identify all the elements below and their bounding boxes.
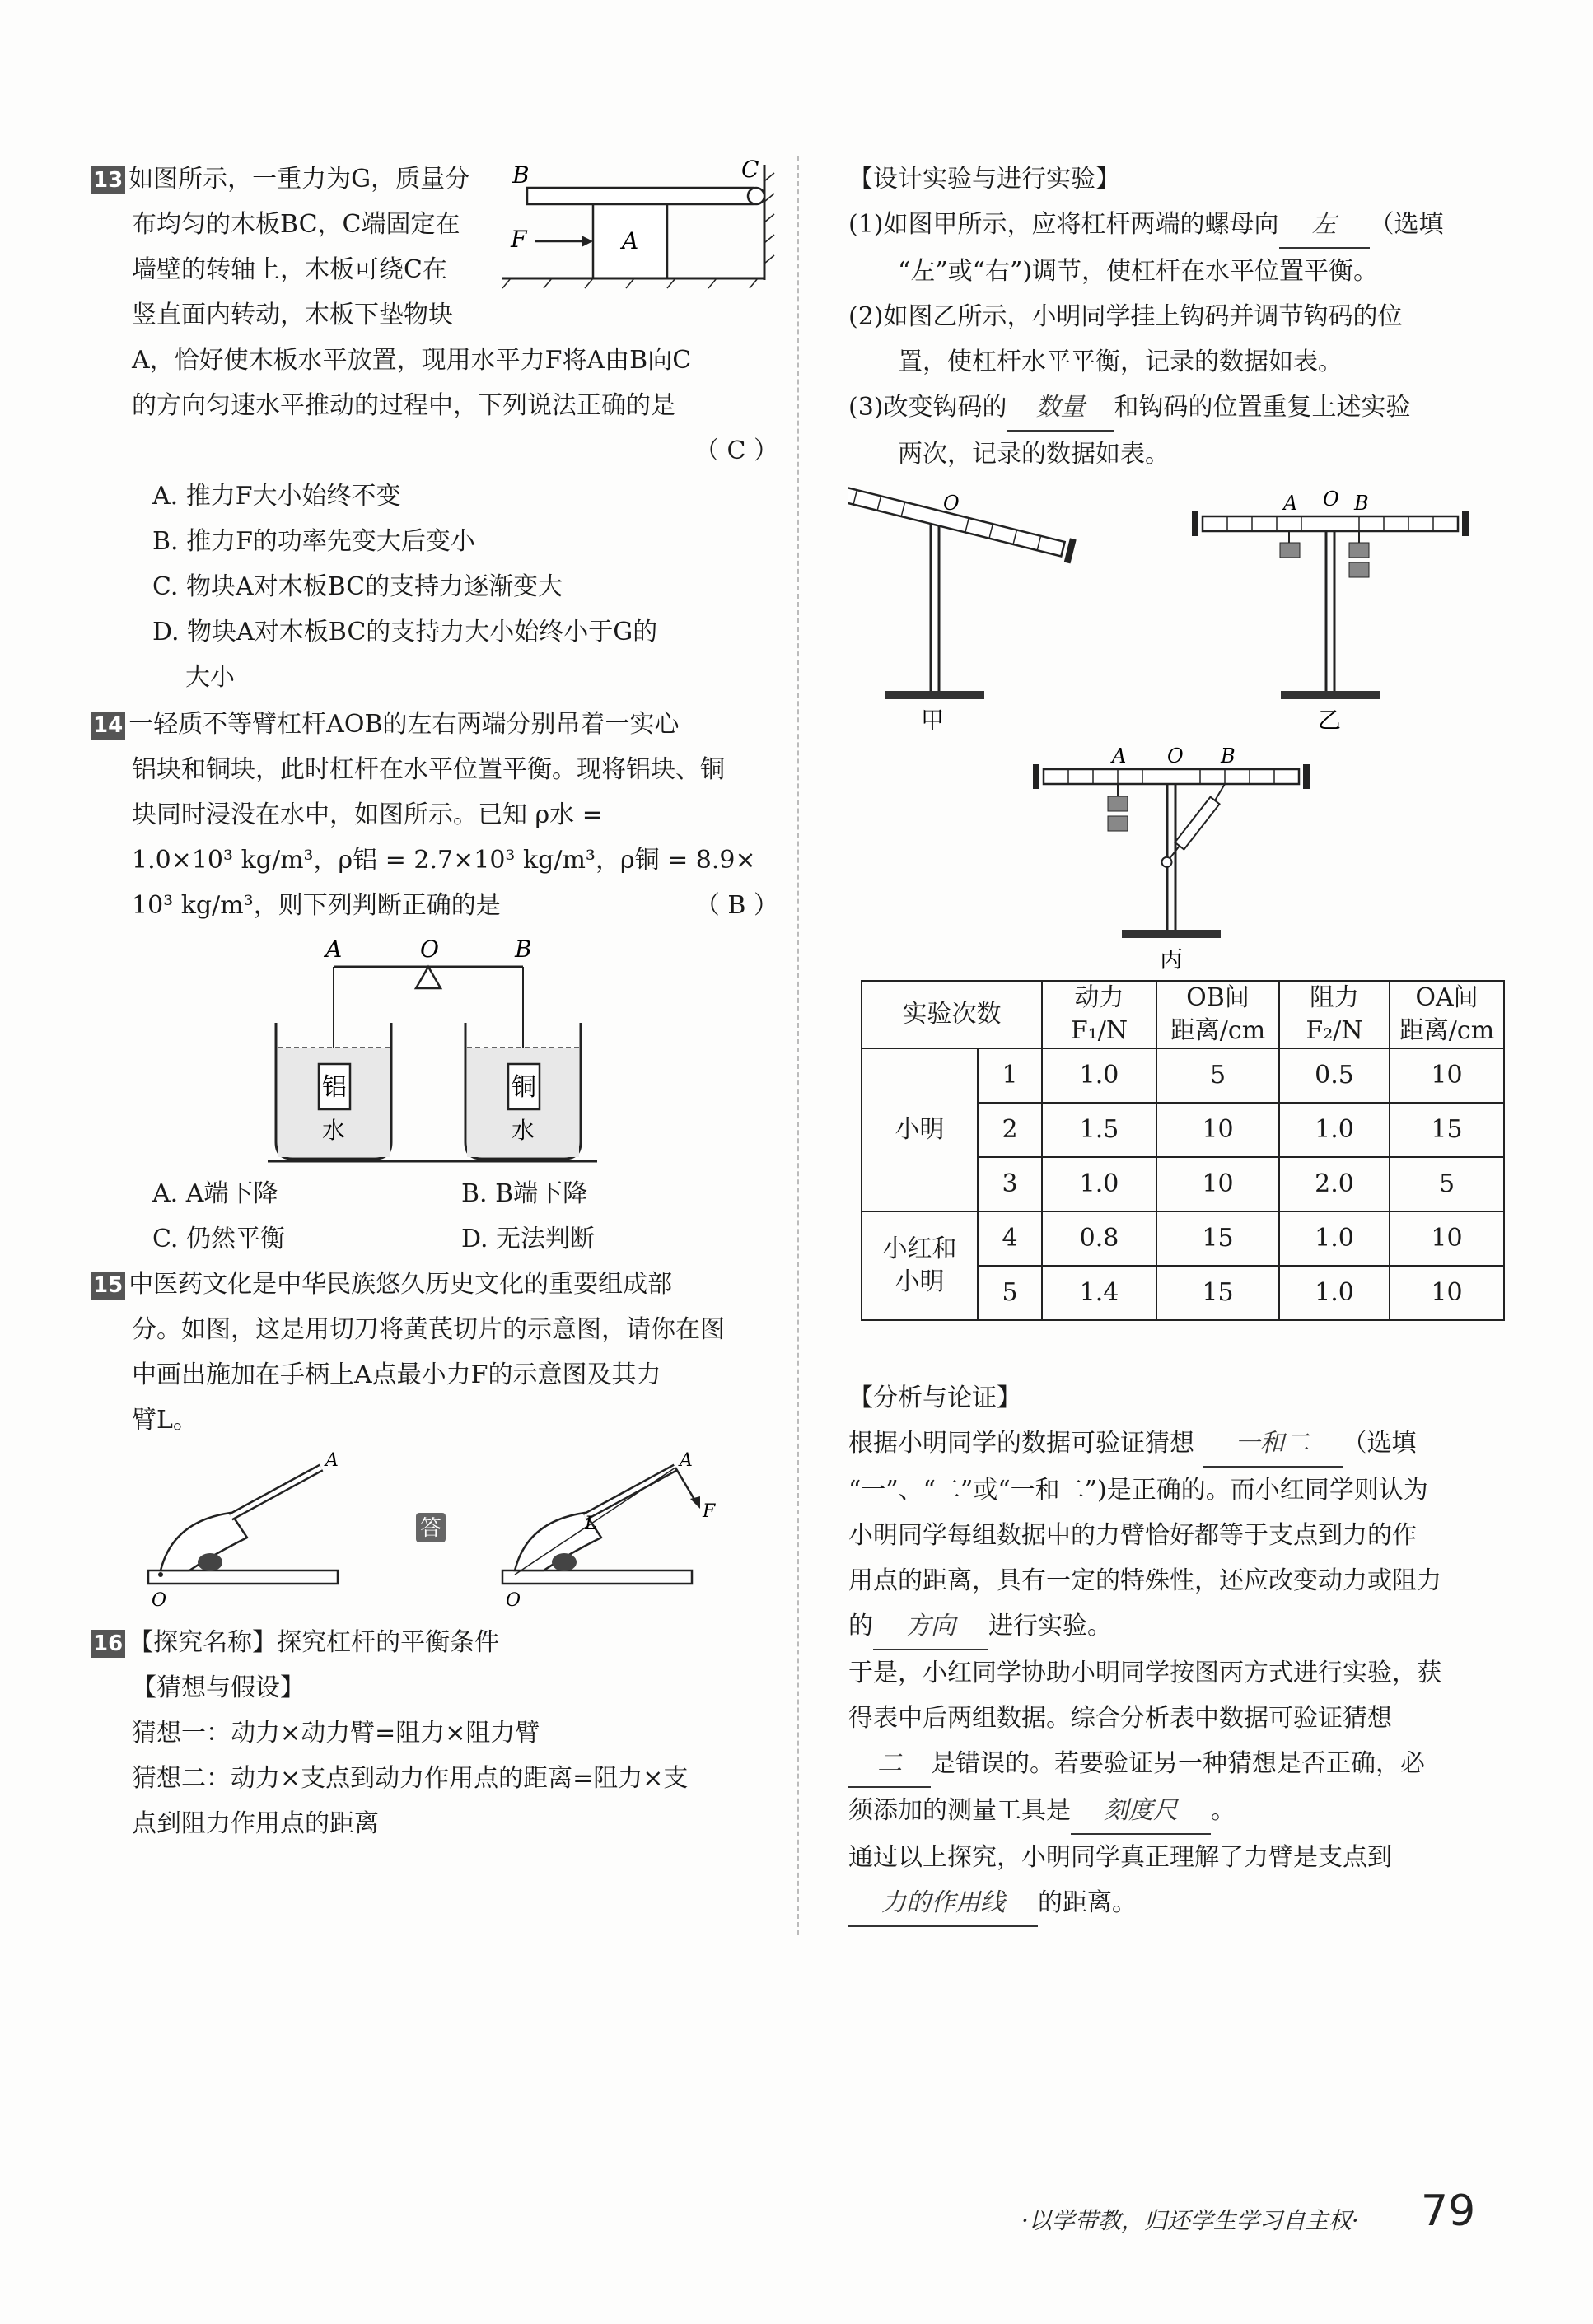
table-cell: 3 [978,1157,1042,1211]
q13-option-c: C. 物块A对木板BC的支持力逐渐变大 [152,572,563,601]
step2-text-2: 置，使杠杆水平平衡，记录的数据如表。 [898,348,1343,376]
q13-line-4: 竖直面内转动，木板下垫物块 [132,301,453,329]
q14-option-c: C. 仍然平衡 [152,1225,285,1253]
analysis-line-3: 小明同学每组数据中的力臂恰好都等于支点到力的作 [848,1521,1417,1550]
analysis-answer-1: 一和二 [1203,1421,1343,1468]
analysis-line-4: 用点的距离，具有一定的特殊性，还应改变动力或阻力 [848,1566,1441,1595]
analysis-hint-1: （选填 [1342,1429,1417,1458]
q13-line-5: A，恰好使木板水平放置，现用水平力F将A由B向C [132,346,692,375]
page-number: 79 [1421,2186,1476,2236]
q15-line-2: 分。如图，这是用切刀将黄芪切片的示意图，请你在图 [132,1315,725,1344]
q13-answer: （ C ） [694,436,778,465]
label-l: L [585,1514,597,1534]
q13-line-2: 布均匀的木板BC，C端固定在 [132,210,460,239]
table-row [862,1048,1504,1103]
header-trial: 实验次数 [862,981,1042,1048]
table-cell: 1.0 [1279,1103,1390,1157]
table-cell: 1 [978,1048,1042,1103]
header-f1-unit: F₁/N [1070,1016,1128,1045]
hypothesis-1: 猜想一：动力×动力臂=阻力×阻力臂 [132,1719,540,1748]
question-number: 14 [91,712,125,740]
table-cell: 1.4 [1042,1266,1156,1320]
column-divider [797,156,799,1935]
q13-line-3: 墙壁的转轴上，木板可绕C在 [132,255,447,284]
label-f: F [703,1501,716,1522]
header-oa-title: OA间 [1415,983,1479,1012]
label-yi: 乙 [1318,707,1342,734]
table-cell: 10 [1156,1157,1279,1211]
table-cell: 5 [1390,1157,1504,1211]
table-cell: 2 [978,1103,1042,1157]
question-number: 15 [91,1272,125,1300]
header-f2-title: 阻力 [1310,983,1359,1012]
table-cell: 10 [1390,1048,1504,1103]
analysis-title: 【分析与论证】 [848,1384,1021,1412]
label-o-right: O [506,1590,521,1611]
label-b-yi: B [1354,492,1369,515]
label-o: O [420,936,439,963]
header-oa-unit: 距离/cm [1399,1016,1495,1045]
hypothesis-2-line-1: 猜想二：动力×支点到动力作用点的距离=阻力×支 [132,1764,689,1793]
q15-line-4: 臂L。 [132,1406,198,1435]
q13-line-6: 的方向匀速水平推动的过程中，下列说法正确的是 [132,391,675,420]
figure-yi [1192,488,1469,734]
header-ob-unit: 距离/cm [1170,1016,1266,1045]
copper-label: 铜 [512,1073,536,1102]
step1-hint: （选填 [1369,210,1444,239]
table-cell: 15 [1156,1266,1279,1320]
table-cell: 2.0 [1279,1157,1390,1211]
q13-option-a: A. 推力F大小始终不变 [152,482,401,511]
analysis-line-9b: 。 [1211,1796,1236,1825]
label-b: B [515,936,532,963]
step3-text-2: 两次，记录的数据如表。 [898,440,1170,469]
table-cell: 10 [1156,1103,1279,1157]
answer-badge: 答 [420,1516,442,1541]
table-cell: 1.5 [1042,1103,1156,1157]
q13-line-1: 如图所示，一重力为G，质量分 [128,165,470,194]
analysis-line-8: 是错误的。若要验证另一种猜想是否正确，必 [931,1749,1425,1778]
group-xiaoming: 小明 [862,1048,978,1211]
question-15 [91,1262,778,1616]
label-o-bing: O [1167,744,1184,768]
table-cell: 1.0 [1042,1157,1156,1211]
left-column [91,156,778,1846]
table-cell: 0.8 [1042,1211,1156,1266]
q14-line-3: 块同时浸没在水中，如图所示。已知 ρ水 = [132,800,603,829]
label-b-bing: B [1221,744,1236,768]
analysis-line-9: 须添加的测量工具是 [848,1796,1071,1825]
analysis-line-10: 通过以上探究，小明同学真正理解了力臂是支点到 [848,1843,1392,1872]
lever-water-diagram [268,932,597,1171]
table-cell: 5 [978,1266,1042,1320]
water-label-right: 水 [512,1117,535,1144]
analysis-line-7: 得表中后两组数据。综合分析表中数据可验证猜想 [848,1704,1392,1733]
board-block-diagram [502,156,782,296]
step1-answer: 左 [1279,202,1370,249]
label-bing: 丙 [1160,945,1184,971]
label-c: C [741,156,759,183]
analysis-line-5: 的 [848,1612,873,1640]
q14-line-4: 1.0×10³ kg/m³，ρ铝 = 2.7×10³ kg/m³，ρ铜 = 8.9× [132,846,756,875]
table-cell: 0.5 [1279,1048,1390,1103]
header-ob-title: OB间 [1186,983,1250,1012]
analysis-line-5b: 进行实验。 [988,1612,1112,1640]
design-title: 【设计实验与进行实验】 [848,165,1120,194]
table-header-row [862,981,1504,1048]
label-a-left: A [325,1451,339,1471]
label-o-left: O [152,1590,167,1611]
step1-text-2: “左”或“右”)调节，使杠杆在水平位置平衡。 [898,257,1379,286]
table-cell: 10 [1390,1211,1504,1266]
question-14 [91,702,778,1262]
q14-option-d: D. 无法判断 [461,1225,596,1253]
label-a: A [325,936,343,963]
label-f: F [511,226,527,253]
step3-text-b: 和钩码的位置重复上述实验 [1114,393,1411,422]
table-cell: 1.0 [1279,1266,1390,1320]
analysis-answer-5: 力的作用线 [848,1880,1038,1927]
figure-jia [848,485,1077,734]
step3-answer: 数量 [1007,385,1114,432]
figure-bing [1033,744,1310,971]
question-number: 16 [91,1630,125,1658]
question-number: 13 [91,166,125,194]
q14-answer: （ B ） [694,891,778,920]
group-xiaohong-2: 小明 [895,1267,945,1296]
aluminum-label: 铝 [322,1073,347,1102]
label-b: B [512,161,530,189]
label-a-bing: A [1112,744,1127,768]
q14-line-1: 一轻质不等臂杠杆AOB的左右两端分别吊着一实心 [128,710,680,739]
analysis-line-2: “一”、“二”或“一和二”)是正确的。而小红同学则认为 [848,1476,1428,1505]
q14-option-b: B. B端下降 [461,1179,588,1208]
q13-option-d: D. 物块A对木板BC的支持力大小始终小于G的 [152,618,658,646]
group-xiaohong-1: 小红和 [882,1234,957,1263]
analysis-answer-2: 方向 [873,1603,988,1650]
q15-line-3: 中画出施加在手柄上A点最小力F的示意图及其力 [132,1360,661,1389]
q14-option-a: A. A端下降 [152,1179,278,1208]
label-a: A [622,227,639,254]
step3-text: (3)改变钩码的 [848,393,1007,422]
table-cell: 15 [1156,1211,1279,1266]
table-cell: 1.0 [1042,1048,1156,1103]
question-13 [91,156,778,700]
hypothesis-title: 【猜想与假设】 [132,1673,305,1702]
right-column [848,156,1507,971]
analysis-answer-4: 刻度尺 [1071,1788,1211,1835]
lever-experiment-figures [848,485,1507,971]
label-o-jia: O [943,492,960,515]
q14-line-5: 10³ kg/m³，则下列判断正确的是 [132,891,501,920]
table-row [862,1211,1504,1266]
label-o-yi: O [1323,488,1339,511]
q16-title: 【探究名称】探究杠杆的平衡条件 [128,1628,500,1657]
step1-text: (1)如图甲所示，应将杠杆两端的螺母向 [848,210,1279,239]
q13-option-d-tail: 大小 [185,663,235,692]
analysis-line-11: 的距离。 [1038,1888,1137,1917]
hypothesis-2-line-2: 点到阻力作用点的距离 [132,1809,379,1838]
experiment-data-table [861,980,1505,1321]
table-cell: 1.0 [1279,1211,1390,1266]
table-cell: 15 [1390,1103,1504,1157]
analysis-line-1: 根据小明同学的数据可验证猜想 [848,1429,1194,1458]
analysis-line-6: 于是，小红同学协助小明同学按图丙方式进行实验，获 [848,1659,1441,1687]
table-cell: 5 [1156,1048,1279,1103]
analysis-section [848,1375,1507,1927]
label-a-yi: A [1283,492,1298,515]
header-f2-unit: F₂/N [1306,1016,1363,1045]
table-cell: 10 [1390,1266,1504,1320]
q13-option-b: B. 推力F的功率先变大后变小 [152,527,475,556]
question-16 [91,1620,778,1846]
q15-line-1: 中医药文化是中华民族悠久历史文化的重要组成部 [128,1270,673,1299]
water-label-left: 水 [322,1117,346,1144]
q14-line-2: 铝块和铜块，此时杠杆在水平位置平衡。现将铝块、铜 [132,755,725,784]
herb-cutter-diagrams [140,1451,733,1616]
header-f1-title: 动力 [1074,983,1124,1012]
label-jia: 甲 [921,707,945,734]
label-a-right: A [680,1451,693,1471]
table-cell: 4 [978,1211,1042,1266]
analysis-answer-3: 二 [848,1741,931,1788]
footer-slogan: ·以学带教，归还学生学习自主权· [1021,2207,1359,2234]
step2-text: (2)如图乙所示，小明同学挂上钩码并调节钩码的位 [848,302,1403,331]
